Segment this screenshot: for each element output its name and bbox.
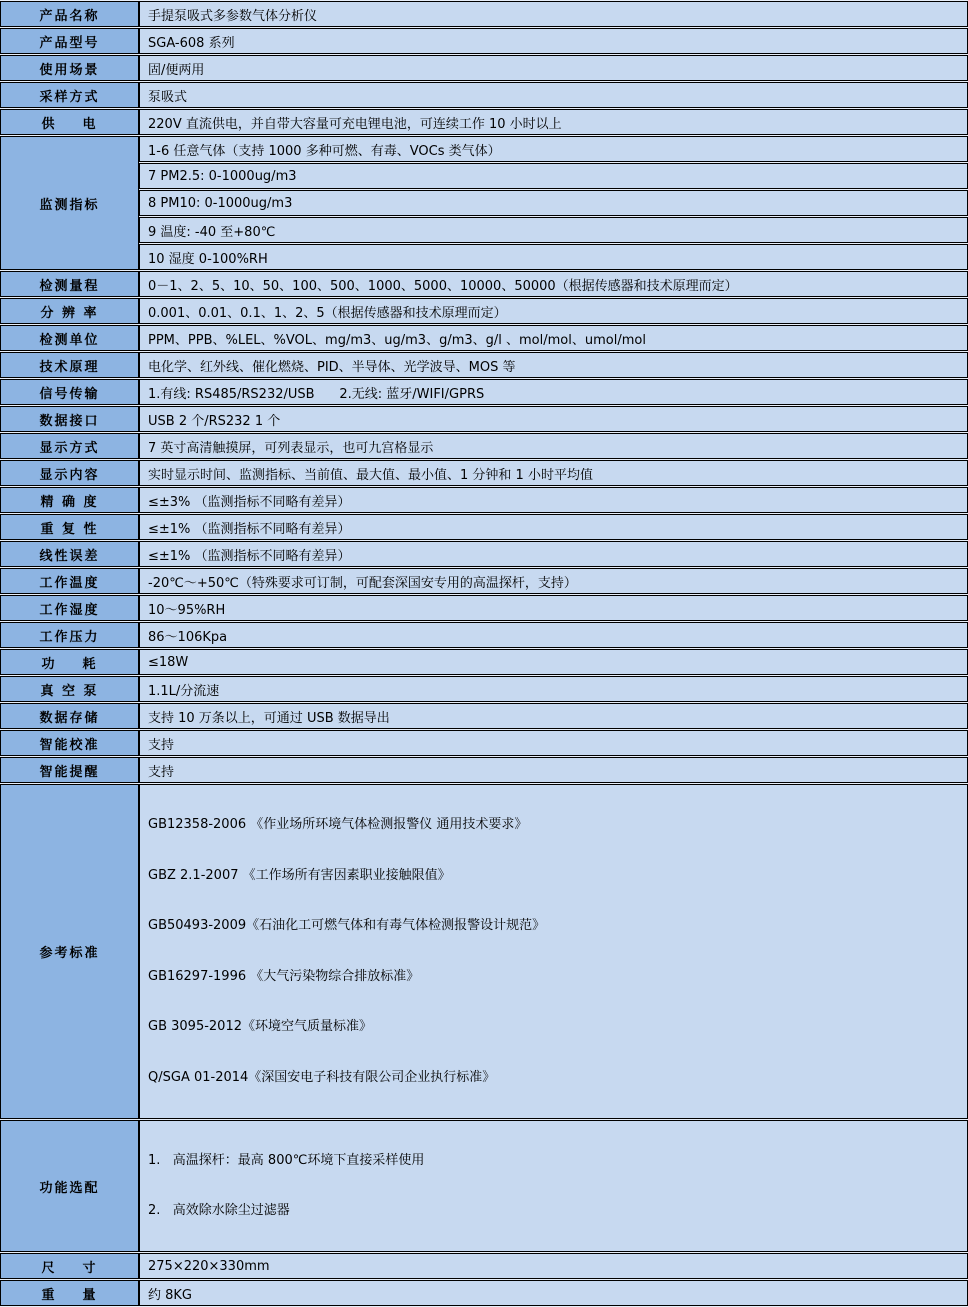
standard-line: GBZ 2.1-2007 《工作场所有害因素职业接触限值》: [148, 867, 451, 883]
row-label-usage-scene: 使用场景: [0, 55, 139, 81]
table-row: [0, 379, 968, 405]
row-value-product-name: 手提泵吸式多参数气体分析仪: [139, 1, 968, 27]
table-row: [0, 757, 968, 783]
row-value-weight: 约 8KG: [139, 1280, 968, 1306]
table-row: [0, 1120, 968, 1252]
standard-line: GB12358-2006 《作业场所环境气体检测报警仪 通用技术要求》: [148, 817, 528, 832]
row-value-power: 220V 直流供电，并自带大容量可充电锂电池，可连续工作 10 小时以上: [139, 109, 968, 135]
row-value-linearity-error: ≤±1% （监测指标不同略有差异）: [139, 541, 968, 567]
table-row: [0, 271, 968, 297]
row-label-display-mode: 显示方式: [0, 433, 139, 459]
monitor-item-gases: 1-6 任意气体（支持 1000 多种可燃、有毒、VOCs 类气体）: [139, 136, 968, 162]
table-row: [0, 298, 968, 324]
row-value-display-content: 实时显示时间、监测指标、当前值、最大值、最小值、1 分钟和 1 小时平均值: [139, 460, 968, 486]
standard-line: GB50493-2009《石油化工可燃气体和有毒气体检测报警设计规范》: [148, 918, 546, 933]
monitor-item-humidity: 10 湿度 0-100%RH: [139, 244, 968, 270]
row-value-data-storage: 支持 10 万条以上，可通过 USB 数据导出: [139, 703, 968, 729]
table-row: [0, 649, 968, 675]
table-row: [0, 460, 968, 486]
option-line: 2. 高效除水除尘过滤器: [148, 1203, 290, 1218]
row-label-smart-reminder: 智能提醒: [0, 757, 139, 783]
row-value-display-mode: 7 英寸高清触摸屏，可列表显示，也可九宫格显示: [139, 433, 968, 459]
table-row: [0, 163, 968, 189]
row-label-working-temperature: 工作温度: [0, 568, 139, 594]
row-value-usage-scene: 固/便两用: [139, 55, 968, 81]
row-value-resolution: 0.001、0.01、0.1、1、2、5（根据传感器和技术原理而定）: [139, 298, 968, 324]
row-label-optional-features: 功能选配: [0, 1120, 139, 1252]
row-label-working-humidity: 工作湿度: [0, 595, 139, 621]
row-label-resolution: 分 辨 率: [0, 298, 139, 324]
row-label-power-consumption: 功 耗: [0, 649, 139, 675]
row-label-monitor-indicators: 监测指标: [0, 136, 139, 270]
row-value-optional-features: [139, 1120, 968, 1252]
row-label-signal: 信号传输: [0, 379, 139, 405]
option-line: 1. 高温探杆：最高 800℃环境下直接采样使用: [148, 1153, 425, 1168]
row-label-detection-range: 检测量程: [0, 271, 139, 297]
row-value-model: SGA-608 系列: [139, 28, 968, 54]
table-row: [0, 406, 968, 432]
row-value-signal: 1.有线: RS485/RS232/USB 2.无线: 蓝牙/WIFI/GPRS: [139, 379, 968, 405]
row-label-smart-calibration: 智能校准: [0, 730, 139, 756]
table-row: [0, 352, 968, 378]
table-row: [0, 1, 968, 27]
row-label-data-interface: 数据接口: [0, 406, 139, 432]
row-value-smart-reminder: 支持: [139, 757, 968, 783]
row-value-working-humidity: 10～95%RH: [139, 595, 968, 621]
table-row: [0, 109, 968, 135]
row-value-principle: 电化学、红外线、催化燃烧、PID、半导体、光学波导、MOS 等: [139, 352, 968, 378]
standard-line: GB16297-1996 《大气污染物综合排放标准》: [148, 968, 420, 984]
table-row: [0, 514, 968, 540]
table-row: [0, 82, 968, 108]
row-value-repeatability: ≤±1% （监测指标不同略有差异）: [139, 514, 968, 540]
row-value-vacuum-pump: 1.1L/分流速: [139, 676, 968, 702]
row-value-units: PPM、PPB、%LEL、%VOL、mg/m3、ug/m3、g/m3、g/l 、mol/mol、umol/mol: [139, 325, 968, 351]
table-row: [0, 1253, 968, 1279]
row-value-working-temperature: -20℃～+50℃（特殊要求可订制，可配套深国安专用的高温探杆，支持）: [139, 568, 968, 594]
row-label-weight: 重 量: [0, 1280, 139, 1306]
row-label-units: 检测单位: [0, 325, 139, 351]
row-label-repeatability: 重 复 性: [0, 514, 139, 540]
table-row: [0, 676, 968, 702]
table-row: [0, 703, 968, 729]
table-row: [0, 784, 968, 1119]
table-row: [0, 136, 968, 162]
row-value-detection-range: 0－1、2、5、10、50、100、500、1000、5000、10000、50000（根据传感器和技术原理而定）: [139, 271, 968, 297]
row-label-working-pressure: 工作压力: [0, 622, 139, 648]
row-label-data-storage: 数据存储: [0, 703, 139, 729]
table-row: [0, 730, 968, 756]
row-value-dimensions: 275×220×330mm: [139, 1253, 968, 1279]
monitor-item-temperature: 9 温度: -40 至+80℃: [139, 217, 968, 243]
table-row: [0, 595, 968, 621]
table-row: [0, 541, 968, 567]
table-row: [0, 28, 968, 54]
standard-line: Q/SGA 01-2014《深国安电子科技有限公司企业执行标准》: [148, 1069, 496, 1085]
row-value-working-pressure: 86～106Kpa: [139, 622, 968, 648]
table-row: [0, 190, 968, 216]
row-label-dimensions: 尺 寸: [0, 1253, 139, 1279]
row-label-accuracy: 精 确 度: [0, 487, 139, 513]
row-label-vacuum-pump: 真 空 泵: [0, 676, 139, 702]
row-label-display-content: 显示内容: [0, 460, 139, 486]
table-row: [0, 622, 968, 648]
row-label-product-name: 产品名称: [0, 1, 139, 27]
table-row: [0, 217, 968, 243]
row-value-sampling: 泵吸式: [139, 82, 968, 108]
table-row: [0, 244, 968, 270]
row-label-reference-standards: 参考标准: [0, 784, 139, 1119]
standard-line: GB 3095-2012《环境空气质量标准》: [148, 1019, 372, 1034]
row-value-accuracy: ≤±3% （监测指标不同略有差异）: [139, 487, 968, 513]
row-value-smart-calibration: 支持: [139, 730, 968, 756]
row-value-power-consumption: ≤18W: [139, 649, 968, 675]
row-label-model: 产品型号: [0, 28, 139, 54]
table-row: [0, 325, 968, 351]
table-row: [0, 433, 968, 459]
table-row: [0, 487, 968, 513]
row-label-linearity-error: 线性误差: [0, 541, 139, 567]
table-row: [0, 1280, 968, 1306]
monitor-item-pm25: 7 PM2.5: 0-1000ug/m3: [139, 163, 968, 189]
row-label-sampling: 采样方式: [0, 82, 139, 108]
row-value-reference-standards: [139, 784, 968, 1119]
monitor-item-pm10: 8 PM10: 0-1000ug/m3: [139, 190, 968, 216]
table-row: [0, 568, 968, 594]
row-label-principle: 技术原理: [0, 352, 139, 378]
row-value-data-interface: USB 2 个/RS232 1 个: [139, 406, 968, 432]
row-label-power: 供 电: [0, 109, 139, 135]
table-row: [0, 55, 968, 81]
